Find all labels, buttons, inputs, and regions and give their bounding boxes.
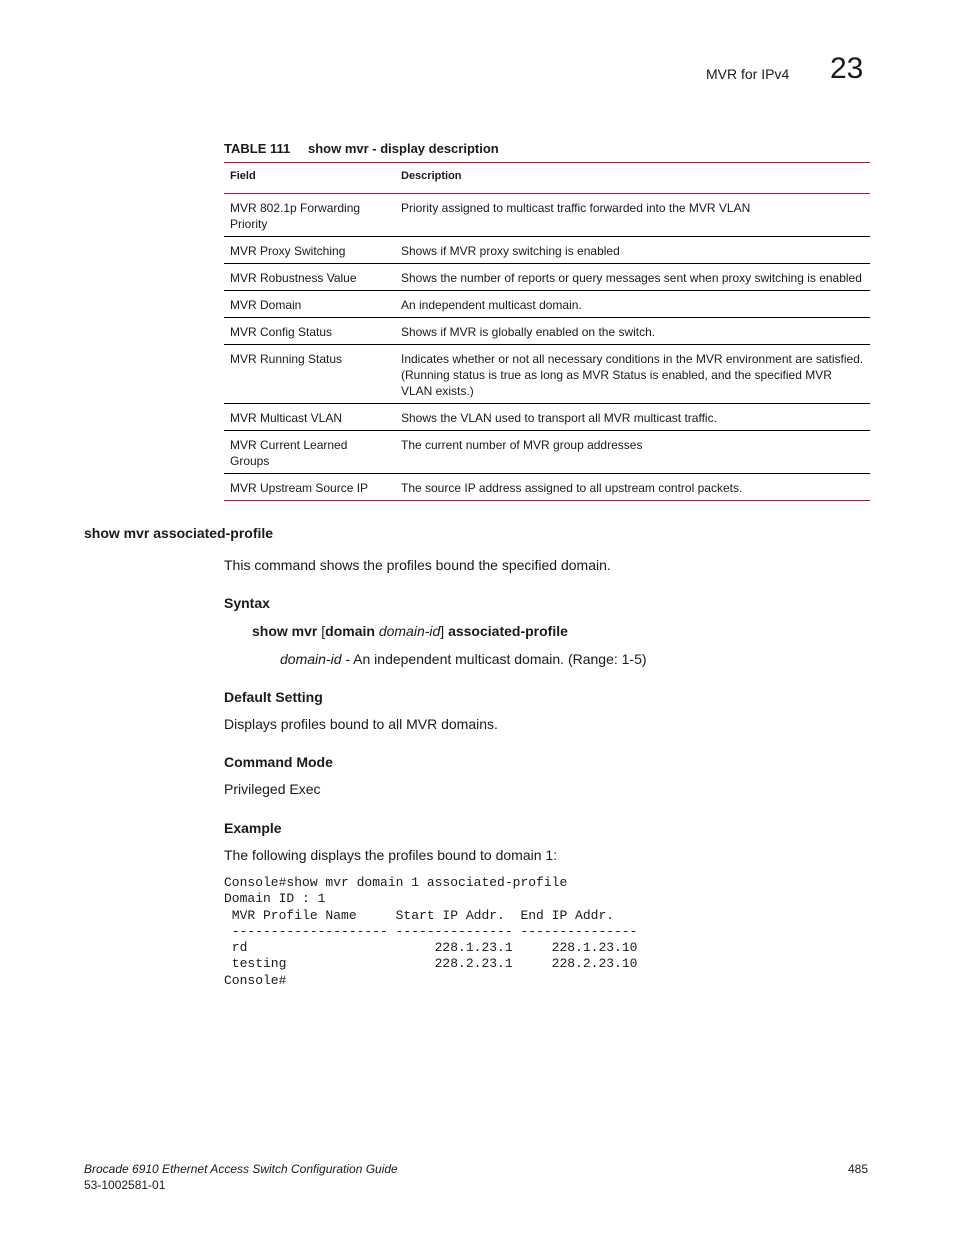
table-caption <box>224 141 499 156</box>
command-mode-heading: Command Mode <box>224 754 333 770</box>
table-row <box>224 431 870 474</box>
description-cell: Shows if MVR proxy switching is enabled <box>401 244 620 258</box>
description-table <box>224 162 870 501</box>
field-cell: MVR Upstream Source IP <box>230 481 369 495</box>
table-number: TABLE 111 <box>224 141 291 156</box>
example-heading: Example <box>224 820 282 836</box>
chapter-number: 23 <box>830 52 864 85</box>
description-cell: An independent multicast domain. <box>401 298 582 312</box>
table-header-row <box>224 163 870 194</box>
intro-paragraph: This command shows the profiles bound the specified domain. <box>224 557 611 573</box>
footer-title: Brocade 6910 Ethernet Access Switch Configuration Guide <box>84 1162 398 1176</box>
default-setting-heading: Default Setting <box>224 689 323 705</box>
field-cell: MVR Current Learned Groups <box>230 438 348 468</box>
running-header-section: MVR for IPv4 <box>706 66 790 82</box>
table-title: show mvr - display description <box>308 141 499 156</box>
description-cell: Indicates whether or not all necessary conditions in the MVR environment are satisfied. (Running status is true as long as MVR Status is enabled, and the specified MVR VLAN exists.) <box>401 352 864 398</box>
field-cell: MVR Robustness Value <box>230 271 357 285</box>
table-row <box>224 291 870 318</box>
example-text: The following displays the profiles bound to domain 1: <box>224 847 558 863</box>
field-cell: MVR 802.1p Forwarding Priority <box>230 201 361 231</box>
table-row <box>224 194 870 237</box>
table-row <box>224 318 870 345</box>
parameter-name: domain-id <box>280 651 342 667</box>
command-mode-text: Privileged Exec <box>224 781 321 797</box>
table-row <box>224 474 870 501</box>
syntax-command: show mvr <box>252 623 318 639</box>
table-row <box>224 237 870 264</box>
table-row <box>224 264 870 291</box>
column-header-description: Description <box>401 170 462 182</box>
description-cell: The source IP address assigned to all upstream control packets. <box>401 481 743 495</box>
parameter-text: - An independent multicast domain. (Range: 1-5) <box>341 651 647 667</box>
section-heading: show mvr associated-profile <box>84 525 274 541</box>
field-cell: MVR Multicast VLAN <box>230 411 343 425</box>
field-cell: MVR Running Status <box>230 352 343 366</box>
description-cell: Priority assigned to multicast traffic forwarded into the MVR VLAN <box>401 201 751 215</box>
field-cell: MVR Proxy Switching <box>230 244 346 258</box>
default-setting-text: Displays profiles bound to all MVR domains. <box>224 716 498 732</box>
syntax-domain-arg: domain-id <box>378 623 441 639</box>
code-example: Console#show mvr domain 1 associated-profile Domain ID : 1 MVR Profile Name Start IP Addr. End IP Addr. -------------------- --------------- --------------- rd 228.1.23.1 228.1.23.10 testing 228.2.23.1 228.2.23.10 Console# <box>224 875 638 988</box>
page-number: 485 <box>848 1162 869 1176</box>
description-cell: The current number of MVR group addresses <box>401 438 643 452</box>
syntax-open-bracket: [ <box>321 623 326 639</box>
description-cell: Shows the VLAN used to transport all MVR multicast traffic. <box>401 411 717 425</box>
column-header-field: Field <box>230 170 256 182</box>
description-cell: Shows if MVR is globally enabled on the switch. <box>401 325 656 339</box>
syntax-heading: Syntax <box>224 595 270 611</box>
parameter-description <box>280 651 647 667</box>
syntax-close-bracket: ] <box>440 623 445 639</box>
field-cell: MVR Domain <box>230 298 302 312</box>
footer-doc-number: 53-1002581-01 <box>84 1178 166 1192</box>
syntax-domain-keyword: domain <box>325 623 375 639</box>
description-cell: Shows the number of reports or query messages sent when proxy switching is enabled <box>401 271 862 285</box>
field-cell: MVR Config Status <box>230 325 333 339</box>
table-row <box>224 404 870 431</box>
table-row <box>224 345 870 404</box>
syntax-line <box>252 623 568 639</box>
syntax-tail: associated-profile <box>448 623 568 639</box>
